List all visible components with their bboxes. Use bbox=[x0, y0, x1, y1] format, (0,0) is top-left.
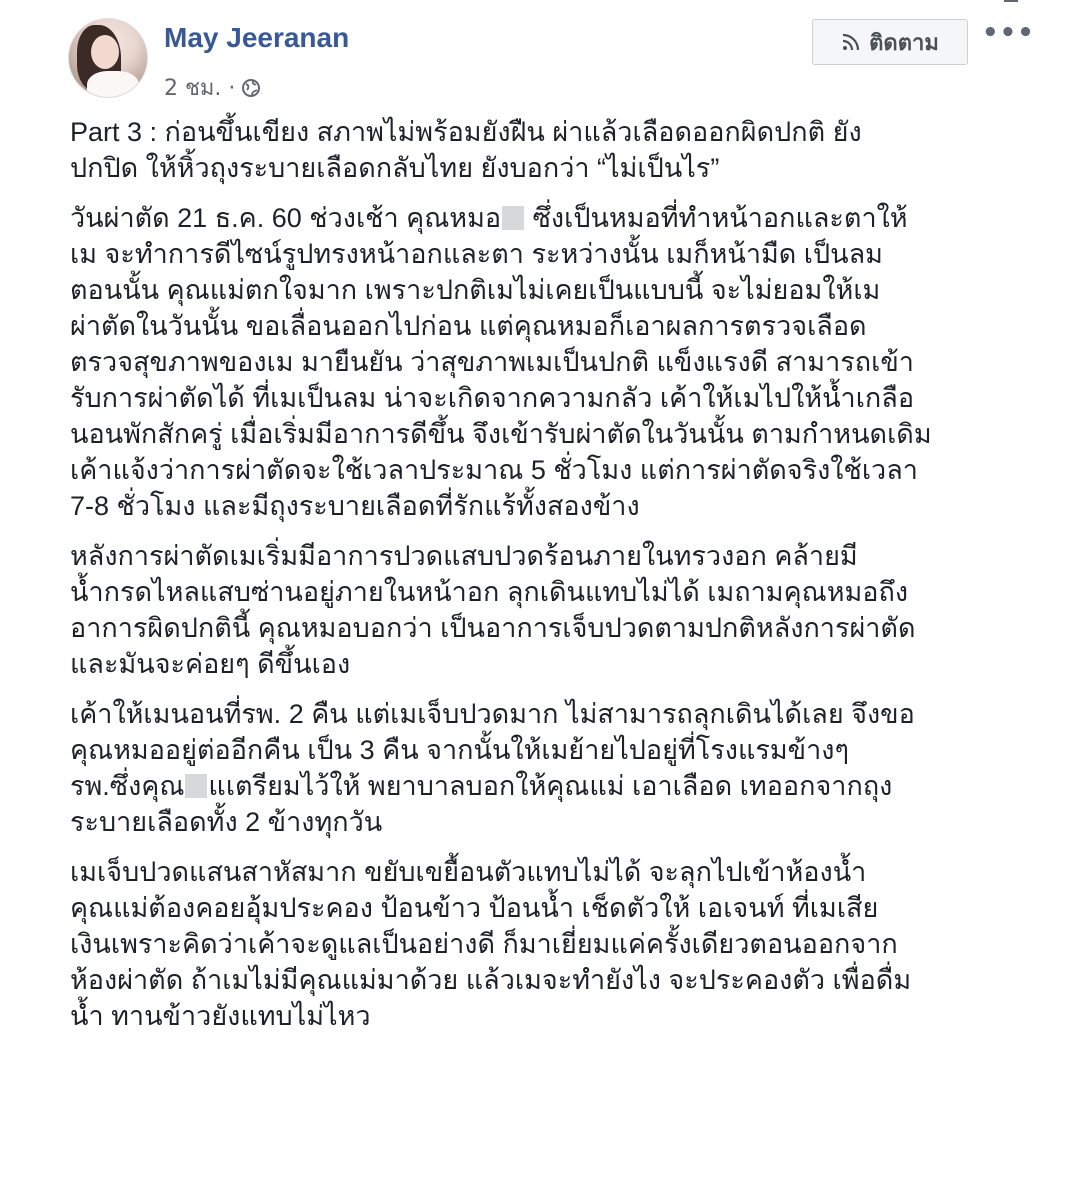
follow-button[interactable] bbox=[812, 19, 968, 65]
text-line bbox=[70, 768, 1020, 804]
text-segment: ซึ่งเป็นหมอที่ทำหน้าอกและตาให้ bbox=[525, 203, 908, 233]
follow-label: ติดตาม bbox=[869, 30, 939, 56]
text-line: ปกปิด ให้หิ้วถุงระบายเลือดกลับไทย ยังบอกว่า “ไม่เป็นไร” bbox=[70, 153, 720, 183]
text-line: ตอนนั้น คุณแม่ตกใจมาก เพราะปกติเมไม่เคยเป็นแบบนี้ จะไม่ยอมให้เม bbox=[70, 275, 881, 305]
paragraph-5 bbox=[70, 854, 1020, 1034]
text-line: น้ำกรดไหลแสบซ่านอยู่ภายในหน้าอก ลุกเดินแทบไม่ได้ เมถามคุณหมอถึง bbox=[70, 577, 909, 607]
author-name[interactable]: May Jeeranan bbox=[164, 22, 350, 53]
paragraph-3 bbox=[70, 538, 1020, 682]
text-line: ผ่าตัดในวันนั้น ขอเลื่อนออกไปก่อน แต่คุณหมอก็เอาผลการตรวจเลือด bbox=[70, 311, 867, 341]
paragraph-4 bbox=[70, 696, 1020, 840]
text-segment: แเตรียมไว้ให้ พยาบาลบอกให้คุณแม่ เอาเลือด เทออกจากถุง bbox=[208, 771, 893, 801]
text-line: เค้าให้เมนอนที่รพ. 2 คืน แต่เมเจ็บปวดมาก ไม่สามารถลุกเดินได้เลย จึงขอ bbox=[70, 699, 915, 729]
text-line: และมันจะค่อยๆ ดีขึ้นเอง bbox=[70, 649, 351, 679]
text-line: เงินเพราะคิดว่าเค้าจะดูแลเป็นอย่างดี ก็มาเยี่ยมแค่ครั้งเดียวตอนออกจาก bbox=[70, 929, 898, 959]
avatar-shirt bbox=[87, 71, 139, 98]
text-line bbox=[70, 200, 1020, 236]
more-options-icon[interactable]: ••• bbox=[982, 18, 1035, 48]
text-line: อาการผิดปกตินี้ คุณหมอบอกว่า เป็นอาการเจ็บปวดตามปกติหลังการผ่าตัด bbox=[70, 613, 916, 643]
text-line: ระบายเลือดทั้ง 2 ข้างทุกวัน bbox=[70, 807, 383, 837]
text-line: เมเจ็บปวดแสนสาหัสมาก ขยับเขยื้อนตัวแทบไม่ได้ จะลุกไปเข้าห้องน้ำ bbox=[70, 857, 867, 887]
rss-icon bbox=[841, 32, 861, 52]
top-edge-mark bbox=[1004, 0, 1018, 2]
text-line: นอนพักสักครู่ เมื่อเริ่มมีอาการดีขึ้น จึงเข้ารับผ่าตัดในวันนั้น ตามกำหนดเดิม bbox=[70, 419, 932, 449]
text-line: เม จะทำการดีไซน์รูปทรงหน้าอกและตา ระหว่างนั้น เมก็หน้ามืด เป็นลม bbox=[70, 239, 883, 269]
text-line: ห้องผ่าตัด ถ้าเมไม่มีคุณแม่มาด้วย แล้วเมจะทำยังไง จะประคองตัว เพื่อดื่ม bbox=[70, 965, 912, 995]
text-line: รับการผ่าตัดได้ ที่เมเป็นลม น่าจะเกิดจากความกลัว เค้าให้เมไปให้น้ำเกลือ bbox=[70, 383, 915, 413]
text-line: น้ำ ทานข้าวยังแทบไม่ไหว bbox=[70, 1001, 371, 1031]
text-line: คุณแม่ต้องคอยอุ้มประคอง ป้อนข้าว ป้อนน้ำ เช็ดตัวให้ เอเจนท์ ที่เมเสีย bbox=[70, 893, 879, 923]
post-body bbox=[70, 114, 1020, 1048]
text-line: คุณหมออยู่ต่ออีกคืน เป็น 3 คืน จากนั้นให้เมย้ายไปอยู่ที่โรงแรมข้างๆ bbox=[70, 735, 849, 765]
redacted-name bbox=[502, 206, 524, 230]
globe-icon bbox=[241, 78, 261, 98]
text-line: เค้าแจ้งว่าการผ่าตัดจะใช้เวลาประมาณ 5 ชั่วโมง แต่การผ่าตัดจริงใช้เวลา bbox=[70, 455, 918, 485]
avatar-face bbox=[91, 35, 119, 69]
redacted-name bbox=[185, 774, 207, 798]
text-line: ตรวจสุขภาพของเม มายืนยัน ว่าสุขภาพเมเป็นปกติ แข็งแรงดี สามารถเข้า bbox=[70, 347, 914, 377]
text-line: Part 3 : ก่อนขึ้นเขียง สภาพไม่พร้อมยังฝืน ผ่าแล้วเลือดออกผิดปกติ ยัง bbox=[70, 117, 862, 147]
text-segment: วันผ่าตัด 21 ธ.ค. 60 ช่วงเช้า คุณหมอ bbox=[70, 203, 502, 233]
text-segment: รพ.ซึ่งคุณ bbox=[70, 771, 185, 801]
paragraph-1 bbox=[70, 114, 1020, 186]
post-time[interactable]: 2 ชม. · bbox=[164, 76, 236, 101]
paragraph-2 bbox=[70, 200, 1020, 524]
post-meta bbox=[164, 70, 261, 105]
text-line: หลังการผ่าตัดเมเริ่มมีอาการปวดแสบปวดร้อนภายในทรวงอก คล้ายมี bbox=[70, 541, 858, 571]
avatar[interactable] bbox=[68, 18, 148, 98]
text-line: 7-8 ชั่วโมง และมีถุงระบายเลือดที่รักแร้ทั้งสองข้าง bbox=[70, 491, 640, 521]
